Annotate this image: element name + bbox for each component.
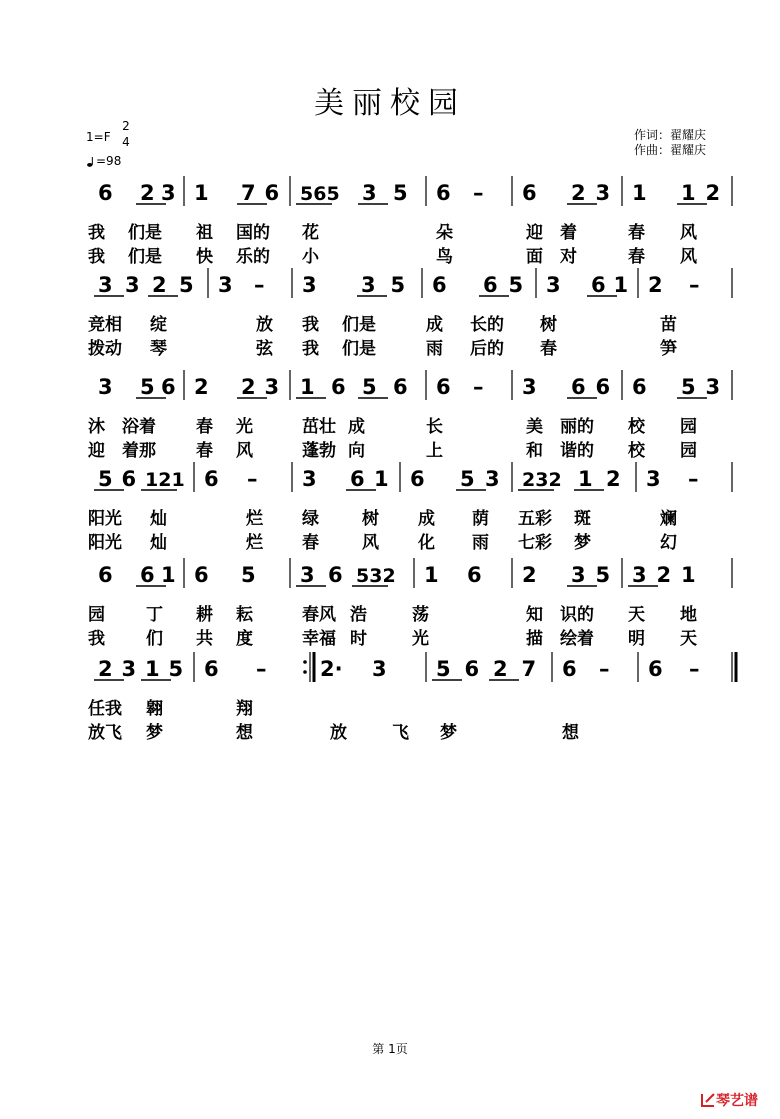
lyric-word: 浴着 [122,417,156,437]
site-logo [700,1090,758,1110]
tempo-marking [86,154,121,168]
sustain-dash: – [247,467,258,491]
song-title: 美丽校园 [314,86,466,121]
lyric-word: 我 [302,339,319,359]
lyric-word: 美 [526,417,543,437]
note: 3 [571,563,586,587]
lyric-word: 化 [418,533,435,553]
note: 3 [121,657,137,681]
lyric-word: 园 [88,605,105,625]
lyric-word: 花 [302,223,319,243]
lyric-word: 放飞 [88,723,122,743]
note: 1 [578,467,593,491]
lyric-word: 耕 [196,605,213,625]
lyric-word: 成 [418,509,435,529]
lyric-word: 共 [196,629,213,649]
note: 3 [595,181,611,205]
note: 3 [646,467,661,491]
note: 5 [595,563,611,587]
lyric-word: 春 [302,533,319,553]
lyric-word: 识的 [560,605,594,625]
lyric-word: 梦 [146,723,163,743]
repeat-dot [303,670,307,674]
note: 5 [436,657,451,681]
lyric-word: 成 [426,315,443,335]
logo-mark-icon [700,1093,716,1107]
note: 6 [194,563,209,587]
sustain-dash: – [689,273,700,297]
lyric-word: 烂 [246,533,263,553]
lyric-word: 苗 [660,315,677,335]
time-signature-top: 2 [122,119,130,133]
note: 6 [204,657,219,681]
lyric-word: 我 [88,629,105,649]
lyric-word: 树 [540,315,557,335]
composer: 作曲：翟耀庆 [634,143,707,157]
lyric-word: 阳光 [88,509,122,529]
note: 3 [264,375,280,399]
note: 2 [493,657,508,681]
score-system [0,364,780,461]
lyric-word: 雨 [426,339,443,359]
sustain-dash: – [599,657,610,681]
lyric-word: 绿 [302,509,319,529]
note: 532 [356,565,396,587]
lyric-word: 成 [348,417,365,437]
note: 2· [320,657,343,681]
lyric-word: 斑 [574,509,591,529]
lyric-word: 蓬勃 [302,441,336,461]
lyric-word: 春 [540,339,557,359]
note: 1 [145,657,160,681]
note: 2 [656,563,672,587]
sustain-dash: – [254,273,265,297]
note: 6 [436,181,451,205]
note: 1 [161,563,176,587]
note: 6 [204,467,219,491]
lyric-word: 朵 [436,223,453,243]
lyric-line [0,528,780,553]
sustain-dash: – [473,375,484,399]
note: 6 [464,657,480,681]
lyric-word: 想 [562,723,579,743]
lyric-word: 绽 [150,315,167,335]
lyric-word: 天 [628,605,645,625]
lyric-word: 竞相 [88,315,122,335]
lyric-word: 上 [426,441,443,461]
lyricist: 作词：翟耀庆 [634,128,707,142]
lyric-word: 天 [680,629,697,649]
lyric-word: 着 [560,223,577,243]
lyric-word: 们是 [128,223,162,243]
lyric-word: 弦 [256,339,273,359]
note: 1 [613,273,629,297]
notation-row [0,170,780,210]
note: 3 [361,273,376,297]
lyric-word: 我 [88,247,105,267]
lyric-word: 放 [256,315,273,335]
lyric-word: 迎 [526,223,543,243]
lyric-word: 祖 [196,223,213,243]
lyric-word: 校 [628,417,645,437]
lyric-line [0,600,780,625]
lyric-word: 耘 [236,605,253,625]
note: 6 [648,657,663,681]
lyric-word: 梦 [440,723,457,743]
lyric-word: 沐 [88,417,105,437]
lyric-word: 雨 [472,533,489,553]
note: 3 [125,273,140,297]
score-system [0,170,780,267]
note: 1 [681,181,696,205]
lyric-word: 春 [628,223,645,243]
note: 1 [424,563,439,587]
note: 1 [374,467,389,491]
lyric-word: 梦 [574,533,591,553]
lyric-word: 春 [196,417,213,437]
note: 2 [152,273,167,297]
note: 6 [436,375,451,399]
lyric-word: 我 [302,315,319,335]
lyric-word: 荫 [472,509,489,529]
lyric-word: 茁壮 [302,417,336,437]
quarter-note-icon [86,157,96,167]
note: 2 [140,181,155,205]
note: 3 [302,273,317,297]
lyric-line [0,718,780,743]
lyric-word: 灿 [150,533,167,553]
lyric-line [0,436,780,461]
lyric-word: 后的 [470,339,504,359]
score-system [0,456,780,553]
lyric-word: 幸福 [302,629,336,649]
lyric-word: 五彩 [518,509,552,529]
lyric-word: 国的 [236,223,270,243]
score-system [0,262,780,359]
lyric-word: 翔 [236,699,253,719]
note: 6 [393,375,408,399]
note: 5 [98,467,113,491]
lyric-word: 春风 [302,605,336,625]
score-system [0,552,780,649]
lyric-word: 丽的 [560,417,594,437]
note: 2 [648,273,663,297]
lyric-word: 斓 [660,509,677,529]
lyric-word: 阳光 [88,533,122,553]
note: 6 [432,273,447,297]
lyric-line [0,242,780,267]
sustain-dash: – [689,657,700,681]
lyric-word: 任我 [88,699,122,719]
sustain-dash: – [256,657,267,681]
note: 2 [98,657,113,681]
note: 6 [522,181,537,205]
lyric-line [0,218,780,243]
note: 6 [562,657,577,681]
lyric-word: 向 [348,441,365,461]
note: 2 [571,181,586,205]
lyric-word: 们是 [128,247,162,267]
note: 6 [467,563,482,587]
note: 5 [393,181,408,205]
time-signature [119,118,133,150]
note: 2 [241,375,256,399]
lyric-line [0,624,780,649]
note: 5 [241,563,256,587]
note: 6 [571,375,586,399]
notation-row [0,552,780,592]
note: 6 [328,563,343,587]
note: 3 [372,657,387,681]
lyric-word: 春 [196,441,213,461]
note: 1 [681,563,696,587]
note: 6 [483,273,498,297]
lyric-word: 知 [526,605,543,625]
lyric-word: 绘着 [560,629,594,649]
lyric-word: 七彩 [518,533,552,553]
note: 3 [300,563,315,587]
lyric-word: 明 [628,629,645,649]
note: 5 [460,467,475,491]
note: 6 [632,375,647,399]
lyric-word: 幻 [660,533,677,553]
note: 5 [168,657,184,681]
lyric-line [0,694,780,719]
lyric-word: 风 [680,223,697,243]
lyric-word: 快 [196,247,213,267]
score-system [0,646,780,743]
lyric-word: 风 [680,247,697,267]
lyric-word: 园 [680,417,697,437]
page-number: 第 1页 [372,1042,408,1056]
note: 6 [350,467,365,491]
lyric-word: 放 [330,723,347,743]
lyric-word: 灿 [150,509,167,529]
repeat-dot [303,660,307,664]
note: 232 [522,469,562,491]
lyric-word: 风 [236,441,253,461]
lyric-word: 地 [680,605,697,625]
note: 2 [705,181,721,205]
notation-row [0,456,780,496]
lyric-word: 飞 [392,723,409,743]
tempo-value: =98 [96,154,122,168]
note: 2 [606,467,621,491]
note: 6 [410,467,425,491]
sustain-dash: – [688,467,699,491]
note: 3 [362,181,377,205]
note: 7 [241,181,256,205]
lyric-line [0,310,780,335]
note: 5 [179,273,194,297]
lyric-word: 对 [560,247,577,267]
lyric-word: 翱 [146,699,163,719]
note: 5 [681,375,696,399]
lyric-word: 长的 [470,315,504,335]
lyric-word: 长 [426,417,443,437]
lyric-word: 描 [526,629,543,649]
note: 5 [362,375,377,399]
lyric-word: 鸟 [436,247,453,267]
note: 6 [264,181,280,205]
lyric-word: 风 [362,533,379,553]
note: 6 [595,375,611,399]
note: 3 [161,181,176,205]
note: 3 [522,375,537,399]
lyric-word: 谐的 [560,441,594,461]
lyric-word: 小 [302,247,319,267]
lyric-word: 想 [236,723,253,743]
note: 565 [300,183,340,205]
note: 3 [485,467,500,491]
note: 3 [302,467,317,491]
lyric-word: 乐的 [236,247,270,267]
lyric-word: 和 [526,441,543,461]
note: 121 [145,469,185,491]
lyric-line [0,412,780,437]
sustain-dash: – [473,181,484,205]
note: 3 [218,273,233,297]
note: 1 [194,181,209,205]
note: 2 [522,563,537,587]
note: 5 [140,375,155,399]
note: 6 [331,375,346,399]
lyric-word: 光 [412,629,429,649]
lyric-word: 拨动 [88,339,122,359]
lyric-word: 迎 [88,441,105,461]
credits [634,128,706,158]
time-signature-bottom: 4 [122,135,130,149]
lyric-word: 面 [526,247,543,267]
note: 5 [390,273,406,297]
lyric-word: 烂 [246,509,263,529]
note: 7 [521,657,537,681]
lyric-word: 度 [236,629,253,649]
lyric-word: 荡 [412,605,429,625]
note: 3 [546,273,561,297]
note: 3 [705,375,721,399]
note: 2 [194,375,209,399]
lyric-word: 们是 [342,315,376,335]
lyric-word: 树 [362,509,379,529]
lyric-word: 琴 [150,339,167,359]
note: 3 [98,273,113,297]
lyric-word: 笋 [660,339,677,359]
lyric-word: 校 [628,441,645,461]
note: 1 [632,181,647,205]
lyric-word: 浩 [350,605,367,625]
lyric-word: 时 [350,629,367,649]
lyric-word: 着那 [122,441,156,461]
lyric-line [0,504,780,529]
lyric-word: 园 [680,441,697,461]
note: 1 [300,375,315,399]
logo-text: 琴艺谱 [716,1093,758,1109]
note: 6 [140,563,155,587]
notation-row [0,262,780,302]
lyric-word: 我 [88,223,105,243]
note: 6 [591,273,606,297]
key-signature: 1=F [86,130,111,144]
lyric-word: 们 [146,629,163,649]
lyric-word: 春 [628,247,645,267]
note: 3 [98,375,113,399]
lyric-word: 们是 [342,339,376,359]
note: 6 [161,375,176,399]
lyric-word: 光 [236,417,253,437]
note: 6 [98,181,113,205]
notation-row [0,364,780,404]
note: 6 [121,467,137,491]
lyric-line [0,334,780,359]
notation-row [0,646,780,686]
note: 5 [508,273,524,297]
lyric-word: 丁 [146,605,163,625]
note: 6 [98,563,113,587]
note: 3 [632,563,647,587]
